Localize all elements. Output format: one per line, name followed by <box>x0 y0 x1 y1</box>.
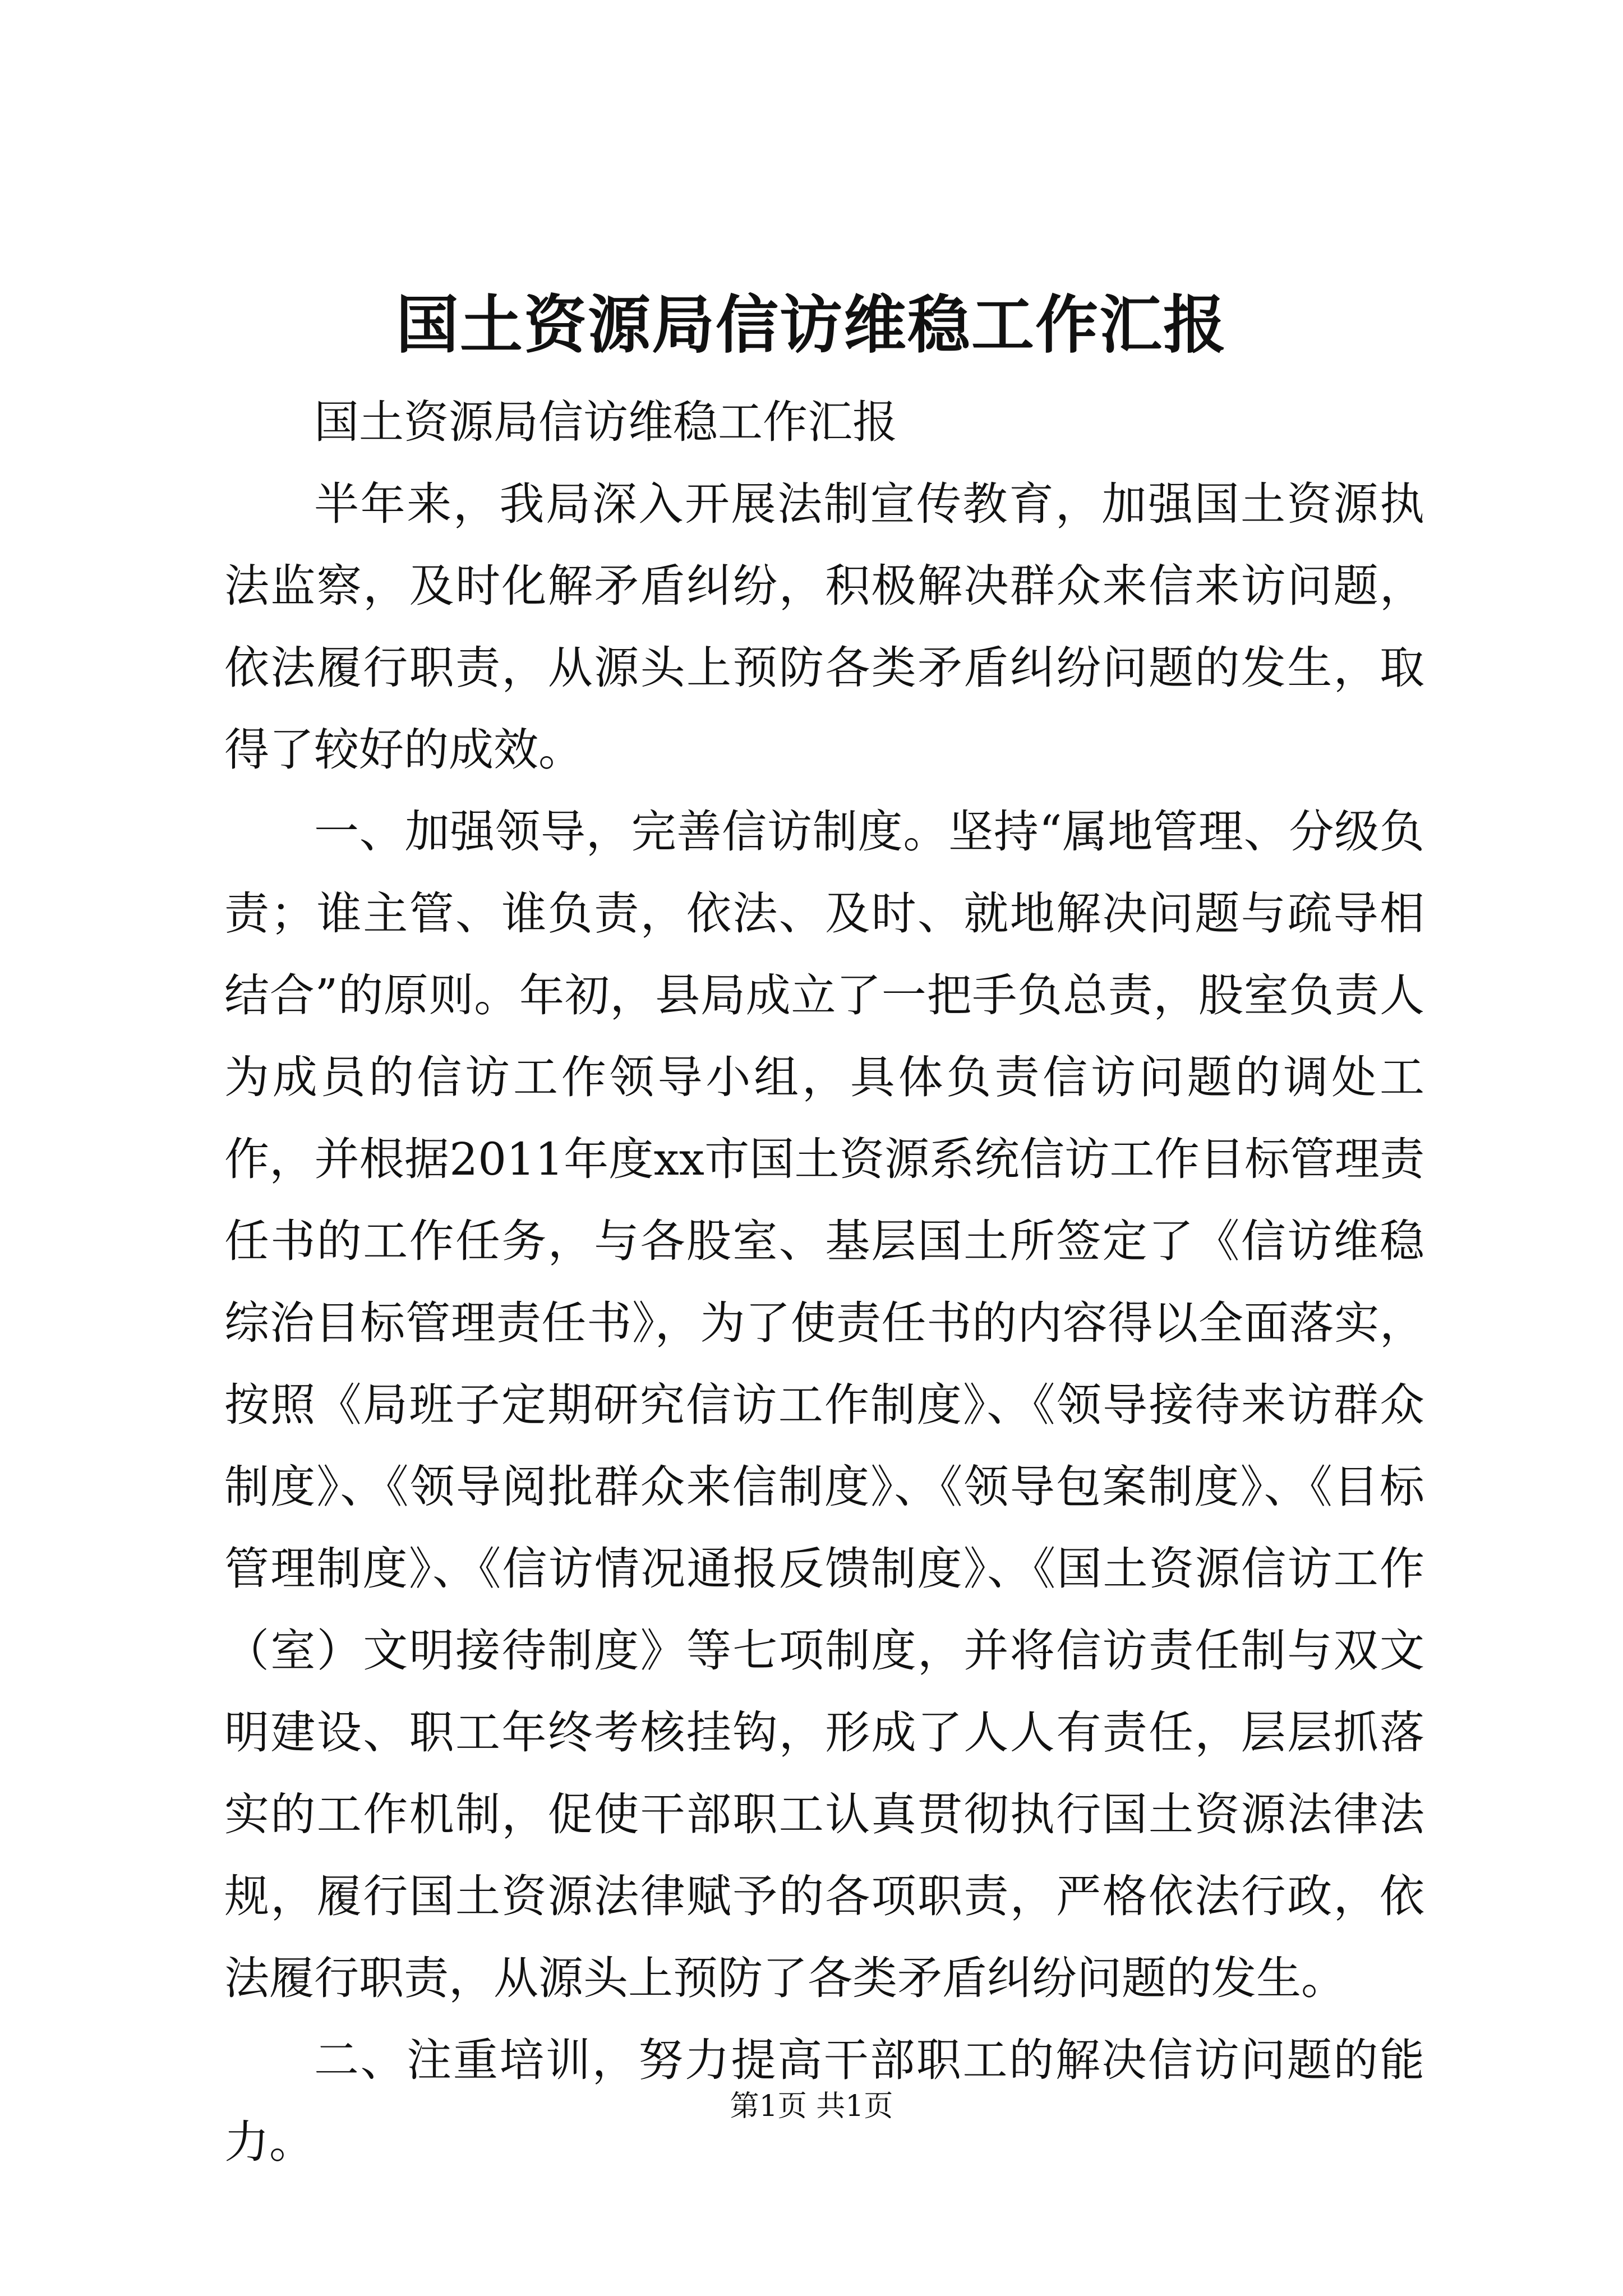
document-title: 国土资源局信访维稳工作汇报 <box>396 288 1227 362</box>
subtitle-paragraph: 国土资源局信访维稳工作汇报 <box>314 396 897 448</box>
intro-paragraph: 半年来，我局深入开展法制宣传教育，加强国土资源执法监察，及时化解矛盾纠纷，积极解决群众来信来访问题，依法履行职责，从源头上预防各类矛盾纠纷问题的发生，取得了较好的成效。 <box>224 478 1424 776</box>
document-body <box>224 381 1424 2183</box>
section-two-paragraph: 二、注重培训，努力提高干部职工的解决信访问题的能力。 <box>224 2034 1424 2168</box>
page-footer: 第1页 共1页 <box>730 2090 893 2123</box>
section-one-paragraph: 一、加强领导，完善信访制度。坚持“属地管理、分级负责；谁主管、谁负责，依法、及时、就地解决问题与疏导相结合”的原则。年初，县局成立了一把手负总责，股室负责人为成员的信访工作领导小组，具体负责信访问题的调处工作，并根据2011年度xx市国土资源系统信访工作目标管理责任书的工作任务，与各股室、基层国土所签定了《信访维稳综治目标管理责任书》，为了使责任书的内容得以全面落实，按照《局班子定期研究信访工作制度》、《领导接待来访群众制度》、《领导阅批群众来信制度》、《领导包案制度》、《目标管理制度》、《信访情况通报反馈制度》、《国土资源信访工作（室）文明接待制度》等七项制度，并将信访责任制与双文明建设、职工年终考核挂钩，形成了人人有责任，层层抓落实的工作机制，促使干部职工认真贯彻执行国土资源法律法规，履行国土资源法律赋予的各项职责，严格依法行政，依法履行职责，从源头上预防了各类矛盾纠纷问题的发生。 <box>224 806 1424 2004</box>
